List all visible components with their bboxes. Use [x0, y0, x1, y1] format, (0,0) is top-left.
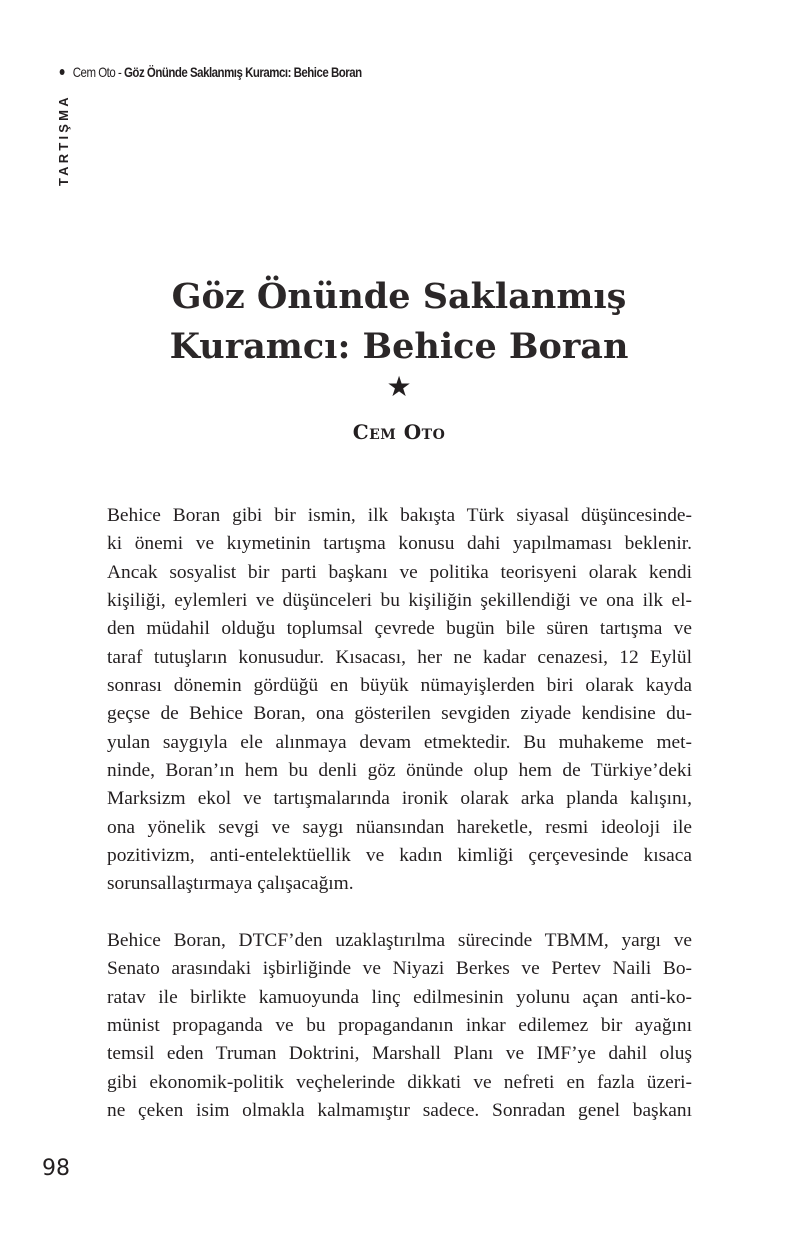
text-line: ki önemi ve kıymetinin tartışma konusu dahi yapılmaması beklenir.: [107, 533, 692, 555]
running-header-separator: -: [115, 64, 124, 80]
text-line: sorunsallaştırmaya çalışacağım.: [107, 873, 354, 895]
text-line: den müdahil olduğu toplumsal çevrede bugün bile süren tartışma ve: [107, 618, 692, 640]
star-icon: ★: [386, 370, 412, 403]
text-line: ninde, Boran’ın hem bu denli göz önünde olup hem de Türkiye’deki: [107, 760, 692, 782]
bullet-icon: [60, 69, 65, 75]
title-line: Kuramcı: Behice Boran: [169, 326, 629, 367]
paragraph-2: [107, 927, 692, 1125]
text-line: pozitivizm, anti-entelektüellik ve kadın kimliği çerçevesinde kısaca: [107, 845, 692, 867]
paragraph-1: [107, 502, 692, 899]
text-line: kişiliği, eylemleri ve düşünceleri bu kişiliğin şekillendiği ve ona ilk el-: [107, 590, 692, 612]
text-line: geçse de Behice Boran, ona gösterilen sevgiden ziyade kendisine du-: [107, 703, 692, 725]
text-line: Senato arasındaki işbirliğinde ve Niyazi Berkes ve Pertev Naili Bo-: [107, 958, 692, 980]
title-line: Göz Önünde Saklanmış: [171, 276, 627, 317]
section-label: TARTIŞMA: [56, 94, 71, 186]
text-line: ne çeken isim olmakla kalmamıştır sadece. Sonradan genel başkanı: [107, 1100, 692, 1122]
text-line: taraf tutuşların konusudur. Kısacası, her ne kadar cenazesi, 12 Eylül: [107, 646, 692, 668]
text-line: Behice Boran, DTCF’den uzaklaştırılma sürecinde TBMM, yargı ve: [107, 930, 692, 951]
article-author: Cem Oto: [352, 420, 446, 444]
text-line: temsil eden Truman Doktrini, Marshall Planı ve IMF’ye dahil oluş: [107, 1043, 692, 1065]
text-line: Ancak sosyalist bir parti başkanı ve politika teorisyeni olarak kendi: [107, 561, 692, 583]
text-line: sonrası dönemin gördüğü en büyük nümayişlerden biri olarak kayda: [107, 675, 692, 697]
text-line: ona yönelik sevgi ve saygı nüansından hareketle, resmi ideoloji ile: [107, 816, 692, 838]
text-line: Marksizm ekol ve tartışmalarında ironik olarak arka planda kalışını,: [107, 788, 692, 810]
text-line: münist propaganda ve bu propagandanın inkar edilemez bir ayağını: [107, 1015, 692, 1037]
running-header: [58, 64, 362, 80]
running-header-title: Göz Önünde Saklanmış Kuramcı: Behice Boran: [123, 64, 362, 80]
text-line: yulan saygıyla ele alınmaya devam etmektedir. Bu muhakeme met-: [107, 731, 692, 753]
running-header-author: Cem Oto: [72, 64, 116, 80]
text-line: ratav ile birlikte kamuoyunda linç edilmesinin yolunu açan anti-ko-: [107, 986, 692, 1008]
text-line: gibi ekonomik-politik veçhelerinde dikkati ve nefreti en fazla üzeri-: [107, 1071, 692, 1093]
article-title: [0, 272, 798, 372]
page-number: 98: [42, 1156, 70, 1181]
text-line: Behice Boran gibi bir ismin, ilk bakışta Türk siyasal düşüncesinde-: [107, 505, 692, 526]
